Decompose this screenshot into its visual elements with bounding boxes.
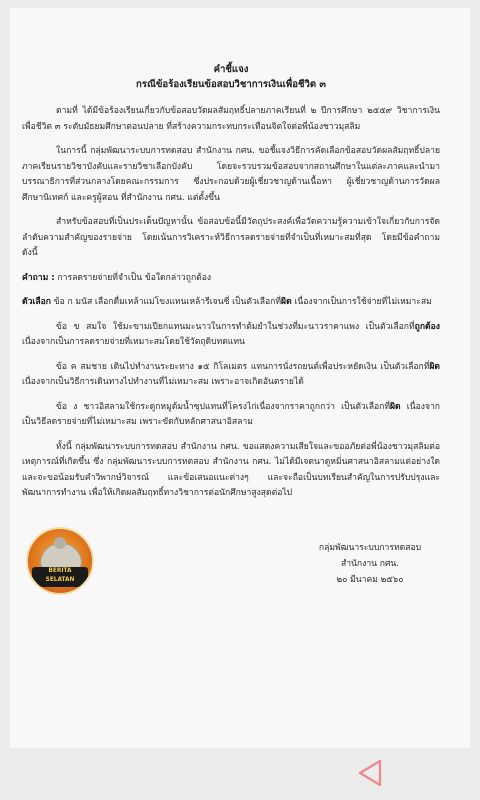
question-text: การลดรายจ่ายที่จำเป็น ข้อใดกล่าวถูกต้อง — [54, 272, 212, 283]
triangle-back-icon — [354, 756, 388, 790]
letter-subtitle: กรณีข้อร้องเรียนข้อสอบวิชาการเงินเพื่อชีวิต ๓ — [136, 79, 326, 90]
intro-paragraph: ตามที่ ได้มีข้อร้องเรียนเกี่ยวกับข้อสอบวัดผลสัมฤทธิ์ปลายภาคเรียนที่ ๒ ปีการศึกษา ๒๕๕๙ วิชาการเงินเพื่อชีวิต ๓ ระดับมัธยมศึกษาตอนปลาย ที่สร้างความกระทบกระเทือนจิตใจต่อพี่น้องชาวมุสลิม — [22, 106, 440, 132]
choices-label: ตัวเลือก — [22, 297, 51, 307]
choice-a — [22, 295, 440, 311]
choice-c-reason: เนื่องจากเป็นวิธีการเดินทางไปทำงานที่ไม่เหมาะสม เพราะอาจเกิดอันตรายได้ — [22, 377, 304, 387]
letter-title: คำชี้แจง — [213, 64, 249, 75]
back-button[interactable] — [354, 756, 388, 790]
choice-a-verdict: ผิด — [281, 297, 292, 307]
question-context-paragraph: สำหรับข้อสอบที่เป็นประเด็นปัญหานั้น ข้อสอบข้อนี้มีวัตถุประสงค์เพื่อวัดความรู้ความเข้าใจเกี่ยวกับการจัดลำดับความสำคัญของรายจ่าย โดยเน้นการวิเคราะห์วิธีการลดรายจ่ายที่จำเป็นที่เหมาะสมที่สุด โดยมีข้อคำถามดังนี้ — [22, 217, 440, 258]
berita-selatan-logo — [26, 527, 94, 595]
choice-d-reason: เนื่องจากเป็นวิธีลดรายจ่ายที่ไม่เหมาะสม เพราะขัดกับหลักศาสนาอิสลาม — [22, 401, 441, 427]
choice-b-text: ข้อ ข สมใจ ใช้มะขามเปียกแทนมะนาวในการทำต้มยำในช่วงที่มะนาวราคาแพง เป็นตัวเลือกที่ — [56, 321, 415, 332]
logo-text-line1: BERITA — [48, 568, 72, 574]
choice-c-text: ข้อ ค สมชาย เดินไปทำงานระยะทาง ๑๕ กิโลเมตร แทนการนั่งรถยนต์เพื่อประหยัดเงิน เป็นตัวเลือกที่ — [56, 361, 430, 372]
selection-process-paragraph: ในการนี้ กลุ่มพัฒนาระบบการทดสอบ สำนักงาน กศน. ขอชี้แจงวิธีการคัดเลือกข้อสอบวัดผลสัมฤทธิ์ปลายภาคเรียนรายวิชาบังคับและรายวิชาเลือกบังคับ โดยจะรวบรวมข้อสอบจากสถานศึกษาในแต่ละภาคและนำมาบรรณาธิการที่ส่วนกลางโดยคณะกรรมการ ซึ่งประกอบด้วยผู้เชี่ยวชาญด้านเนื้อหา ผู้เชี่ยวชาญด้านการวัดผล ศึกษานิเทศก์ และครูผู้สอน ที่สำนักงาน กศน. แต่ตั้งขึ้น — [22, 146, 440, 203]
choice-d-text: ข้อ ง ชาวอิสลามใช้กระดูกหมูต้มน้ำซุปแทนที่โครงไก่เนื่องจากราคาถูกกว่า เป็นตัวเลือกที่ — [56, 401, 390, 412]
choice-b-reason: เนื่องจากเป็นการลดรายจ่ายที่เหมาะสมโดยใช้วัตถุดิบทดแทน — [22, 337, 245, 347]
question-label: คำถาม : — [22, 272, 55, 283]
logo-text-line2: SELATAN — [45, 577, 75, 583]
choice-a-reason: เนื่องจากเป็นการใช้จ่ายที่ไม่เหมาะสม — [291, 297, 432, 307]
question-line — [22, 271, 440, 287]
signature-department: กลุ่มพัฒนาระบบการทดสอบ — [318, 543, 422, 553]
choice-a-text: ข้อ ก มนัส เลือกดื่มเหล้าแม่โขงแทนเหล้ารีเจนซี่ เป็นตัวเลือกที่ — [50, 297, 282, 307]
signature-date: ๒๐ มีนาคม ๒๕๖๐ — [336, 575, 404, 585]
choice-d-verdict: ผิด — [390, 401, 401, 412]
choice-b-verdict: ถูกต้อง — [414, 321, 440, 332]
signature-block — [285, 540, 455, 588]
letter-body — [22, 62, 440, 511]
choice-b — [22, 320, 440, 351]
eagle-head-emblem — [54, 537, 66, 549]
choice-c-verdict: ผิด — [429, 361, 440, 372]
signature-office: สำนักงาน กศน. — [340, 559, 400, 569]
logo-banner — [32, 567, 88, 587]
apology-paragraph: ทั้งนี้ กลุ่มพัฒนาระบบการทดสอบ สำนักงาน กศน. ขอแสดงความเสียใจและขออภัยต่อพี่น้องชาวมุสลิมต่อเหตุการณ์ที่เกิดขึ้น ซึ่ง กลุ่มพัฒนาระบบการทดสอบ สำนักงาน กศน. ไม่ได้มีเจตนาดูหมิ่นศาสนาอิสลามแต่อย่างใด และจะขอน้อมรับคำวิพากษ์วิจารณ์ และข้อเสนอแนะต่างๆ และจะถือเป็นบทเรียนสำคัญในการปรับปรุงและพัฒนาการทำงาน เพื่อให้เกิดผลสัมฤทธิ์ทางวิชาการต่อนักศึกษาสูงสุดต่อไป — [22, 441, 440, 498]
choice-c — [22, 360, 440, 391]
choice-d — [22, 400, 440, 431]
